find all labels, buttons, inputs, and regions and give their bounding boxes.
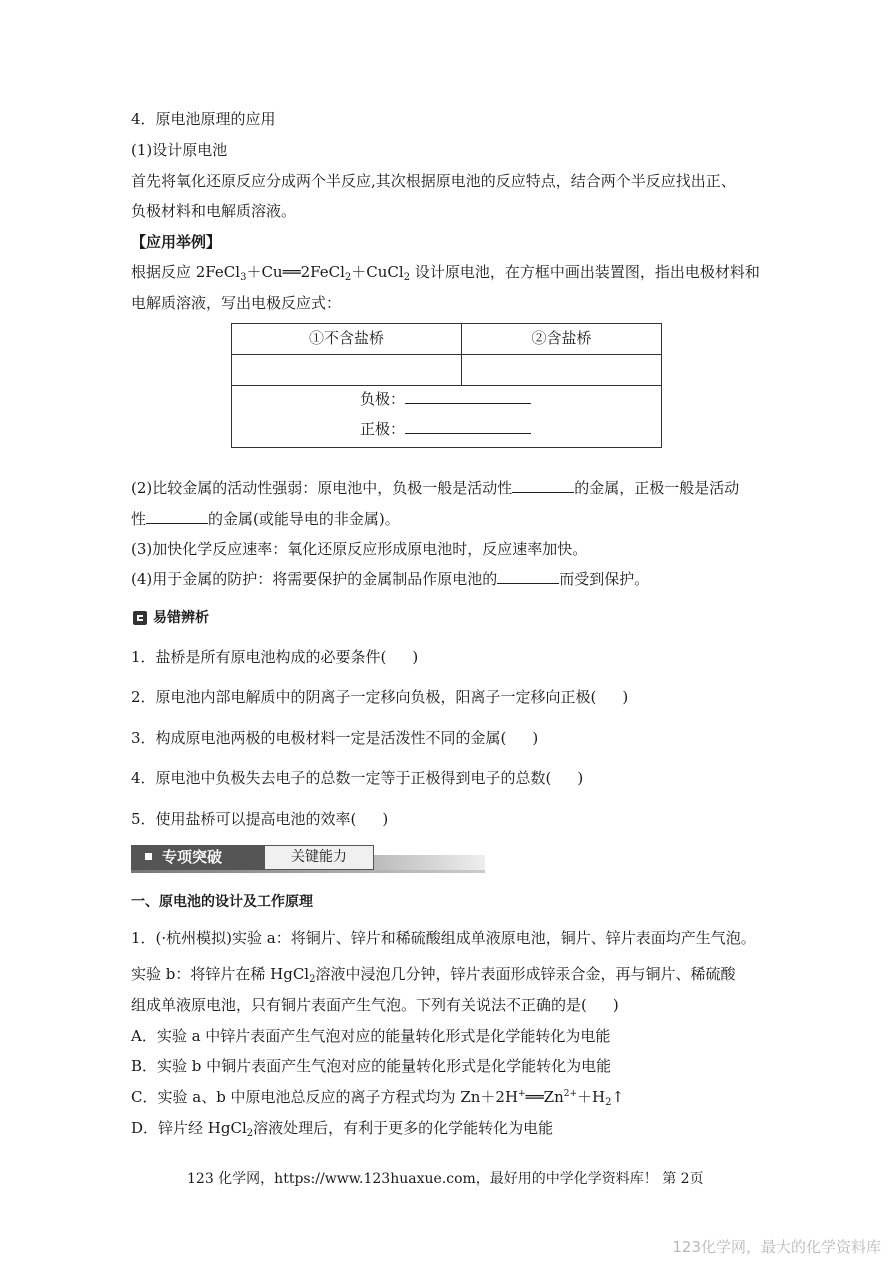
judgment-item: 5．使用盐桥可以提高电池的效率( ) bbox=[131, 810, 389, 828]
banner-fade bbox=[374, 855, 485, 870]
paragraph-line: 性 的金属(或能导电的非金属)。 bbox=[131, 510, 400, 528]
table-header-no-salt-bridge: ①不含盐桥 bbox=[232, 324, 462, 355]
paragraph-line: 负极材料和电解质溶液。 bbox=[131, 202, 297, 220]
question-line: 实验 b：将锌片在稀 HgCl$_2$溶液中浸泡几分钟，锌片表面形成锌汞合金，再与铜片、稀硫酸 bbox=[131, 965, 736, 985]
page-footer: 123 化学网，https://www.123huaxue.com，最好用的中学化学资料库！ 第 2页 bbox=[187, 1171, 704, 1187]
paragraph-line: (2)比较金属的活动性强弱：原电池中，负极一般是活动性 的金属，正极一般是活动 bbox=[131, 479, 740, 497]
judgment-item: 1．盐桥是所有原电池构成的必要条件( ) bbox=[131, 648, 419, 666]
table-cell-drawing[interactable] bbox=[462, 355, 661, 386]
paragraph-line: (4)用于金属的防护：将需要保护的金属制品作原电池的 而受到保护。 bbox=[131, 570, 650, 588]
banner-underline bbox=[131, 870, 485, 873]
table-header-salt-bridge: ②含盐桥 bbox=[462, 324, 661, 355]
question-line: 1．(·杭州模拟)实验 a：将铜片、锌片和稀硫酸组成单液原电池，铜片、锌片表面均产生气泡。 bbox=[131, 929, 756, 947]
example-line: 电解质溶液，写出电极反应式： bbox=[131, 294, 342, 312]
option-a[interactable]: A．实验 a 中锌片表面产生气泡对应的能量转化形式是化学能转化为电能 bbox=[131, 1027, 611, 1045]
section-banner bbox=[131, 845, 485, 872]
answer-blank[interactable] bbox=[512, 478, 574, 493]
banner-dark-tab: 专项突破 bbox=[131, 845, 264, 870]
judgment-item: 2．原电池内部电解质中的阴离子一定移向负极，阳离子一定移向正极( ) bbox=[131, 688, 629, 706]
question-line: 组成单液原电池，只有铜片表面产生气泡。下列有关说法不正确的是( ) bbox=[131, 996, 619, 1014]
judgment-item: 4．原电池中负极失去电子的总数一定等于正极得到电子的总数( ) bbox=[131, 769, 584, 787]
answer-blank[interactable] bbox=[497, 569, 559, 584]
positive-electrode-row: 正极： bbox=[360, 418, 531, 439]
subsection-title: (1)设计原电池 bbox=[131, 141, 228, 159]
answer-blank[interactable] bbox=[146, 509, 208, 524]
judgment-item: 3．构成原电池两极的电极材料一定是活泼性不同的金属( ) bbox=[131, 729, 539, 747]
paragraph-line: 首先将氧化还原反应分成两个半反应,其次根据原电池的反应特点，结合两个半反应找出正、 bbox=[131, 172, 736, 190]
option-d[interactable]: D．锌片经 HgCl$_2$溶液处理后，有利于更多的化学能转化为电能 bbox=[131, 1119, 554, 1139]
error-analysis-title: 易错辨析 bbox=[153, 610, 209, 626]
square-bullet-icon bbox=[145, 853, 152, 860]
answer-table bbox=[231, 323, 662, 448]
option-b[interactable]: B．实验 b 中铜片表面产生气泡对应的能量转化形式是化学能转化为电能 bbox=[131, 1057, 612, 1075]
paragraph-line: (3)加快化学反应速率：氧化还原反应形成原电池时，反应速率加快。 bbox=[131, 540, 588, 558]
part-heading: 一、原电池的设计及工作原理 bbox=[131, 894, 313, 910]
answer-blank[interactable] bbox=[405, 419, 531, 434]
section-e-icon bbox=[133, 611, 147, 625]
section-heading: 4．原电池原理的应用 bbox=[131, 110, 276, 128]
banner-light-tab: 关键能力 bbox=[264, 845, 374, 870]
example-line: 根据反应 2FeCl$_3$＋Cu══2FeCl$_2$＋CuCl$_2$ 设计原电池，在方框中画出装置图，指出电极材料和 bbox=[131, 263, 760, 283]
answer-blank[interactable] bbox=[405, 389, 531, 404]
watermark: 123化学网，最大的化学资料库 bbox=[672, 1238, 881, 1256]
table-cell-drawing[interactable] bbox=[232, 355, 462, 386]
option-c[interactable]: C．实验 a、b 中原电池总反应的离子方程式均为 $Zn+2H^+══Zn^{2+}+H_2↑$ bbox=[131, 1088, 625, 1108]
example-tag: 【应用举例】 bbox=[131, 233, 222, 251]
negative-electrode-row: 负极： bbox=[360, 388, 531, 409]
